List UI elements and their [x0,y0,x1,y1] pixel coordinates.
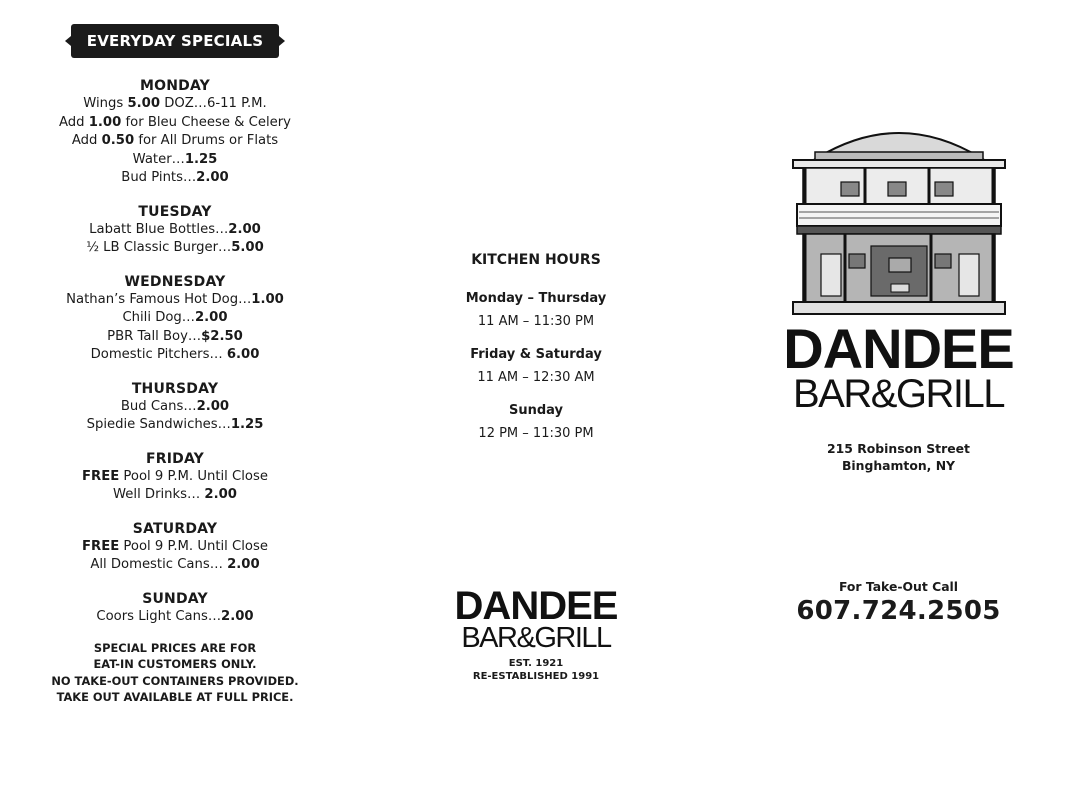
special-price: 2.00 [228,221,261,237]
specials-list [30,78,320,626]
kitchen-hours-title: KITCHEN HOURS [471,252,601,268]
logo-bar-grill: BAR&GRILL [792,372,1005,417]
special-price: 2.00 [204,487,237,502]
specials-column [30,24,320,706]
special-text: Bud Cans… [120,398,197,414]
day-heading: TUESDAY [138,203,212,220]
notice-line: NO TAKE-OUT CONTAINERS PROVIDED. [51,673,299,688]
est-line: RE-ESTABLISHED 1991 [472,671,600,682]
special-price: 1.00 [88,114,122,130]
hours-days: Monday – Thursday [465,291,607,306]
special-item [30,291,320,310]
special-item [30,608,320,627]
special-item [30,416,320,435]
special-item [30,398,320,417]
hours-days: Sunday [508,403,564,418]
special-item [30,309,320,328]
notice-line: EAT-IN CUSTOMERS ONLY. [93,657,257,672]
takeout-label: For Take-Out Call [838,579,959,595]
special-item [30,151,320,170]
hours-block [420,291,652,329]
phone-number: 607.724.2505 [796,596,1001,627]
est-line: EST. 1921 [508,658,564,669]
special-day-saturday [30,521,320,575]
day-heading: SATURDAY [132,520,218,537]
special-price: FREE [82,538,120,554]
special-price: 1.25 [184,151,218,167]
special-item [30,346,320,365]
special-item [30,556,320,575]
special-day-monday [30,78,320,188]
special-text: Well Drinks… [113,487,205,502]
special-text: Water… [132,151,185,167]
special-text: All Domestic Cans… [90,557,228,572]
special-text: for Bleu Cheese & Celery [121,114,291,130]
special-price: 6.00 [226,347,260,362]
hours-time: 11 AM – 12:30 AM [477,370,595,385]
special-item [30,328,320,347]
special-day-sunday [30,591,320,627]
special-price: $2.50 [201,328,243,344]
special-text: ½ LB Classic Burger… [86,240,232,255]
contact-column [776,120,1021,626]
special-text: Domestic Pitchers… [90,347,227,362]
day-heading: WEDNESDAY [124,273,226,290]
special-text: Pool 9 P.M. Until Close [119,468,268,484]
special-item [30,239,320,258]
special-price: 1.25 [230,417,264,432]
notice-line: SPECIAL PRICES ARE FOR [93,641,257,655]
special-day-friday [30,451,320,505]
hours-block [420,347,652,385]
logo-bar-grill: BAR&GRILL [461,622,611,654]
special-price: 2.00 [196,170,229,185]
special-day-thursday [30,381,320,435]
eat-in-notice [30,640,320,706]
specials-banner: EVERYDAY SPECIALS [71,24,279,58]
hours-time: 12 PM – 11:30 PM [478,426,594,441]
special-text: Labatt Blue Bottles… [89,221,229,237]
special-text: Coors Light Cans… [96,608,222,624]
address-street: 215 Robinson Street [827,441,970,457]
special-text: Wings [83,96,128,111]
special-price: 2.00 [227,557,260,572]
hours-days: Friday & Saturday [470,347,602,362]
special-item [30,132,320,151]
special-item [30,221,320,240]
special-text: Chili Dog… [122,310,195,325]
special-price: 5.00 [127,96,161,111]
hours-time: 11 AM – 11:30 PM [477,314,595,329]
special-text: Bud Pints… [121,170,197,185]
address-city: Binghamton, NY [841,458,956,474]
special-text: DOZ…6-11 P.M. [160,96,267,111]
est-info [430,657,642,683]
special-text: Add [71,133,102,148]
special-item [30,486,320,505]
special-item [30,538,320,557]
notice-line: TAKE OUT AVAILABLE AT FULL PRICE. [56,690,294,705]
special-price: 2.00 [196,398,230,414]
special-price: FREE [82,468,120,484]
address [776,440,1021,474]
day-heading: SUNDAY [142,590,208,607]
special-text: Nathan’s Famous Hot Dog… [66,291,252,307]
day-heading: MONDAY [139,78,210,94]
special-item [30,169,320,188]
hours-block [420,403,652,441]
building-illustration-icon [791,120,1007,316]
special-item [30,114,320,133]
special-text: for All Drums or Flats [134,133,279,148]
special-price: 2.00 [194,310,228,325]
special-price: 2.00 [221,608,254,624]
special-day-wednesday [30,274,320,365]
special-price: 0.50 [101,133,135,148]
special-price: 5.00 [231,240,264,255]
special-item [30,95,320,114]
special-text: Spiedie Sandwiches… [86,417,231,432]
special-day-tuesday [30,204,320,258]
special-text: Pool 9 P.M. Until Close [119,538,268,554]
day-heading: FRIDAY [145,450,204,467]
special-price: 1.00 [251,291,284,307]
logo-dandee: DANDEE [783,317,1014,380]
small-logo [430,584,642,683]
day-heading: THURSDAY [131,380,219,397]
logo-dandee: DANDEE [454,584,618,628]
special-text: Add [59,114,89,130]
kitchen-hours-column [420,252,652,459]
special-text: PBR Tall Boy… [107,328,202,344]
special-item [30,468,320,487]
